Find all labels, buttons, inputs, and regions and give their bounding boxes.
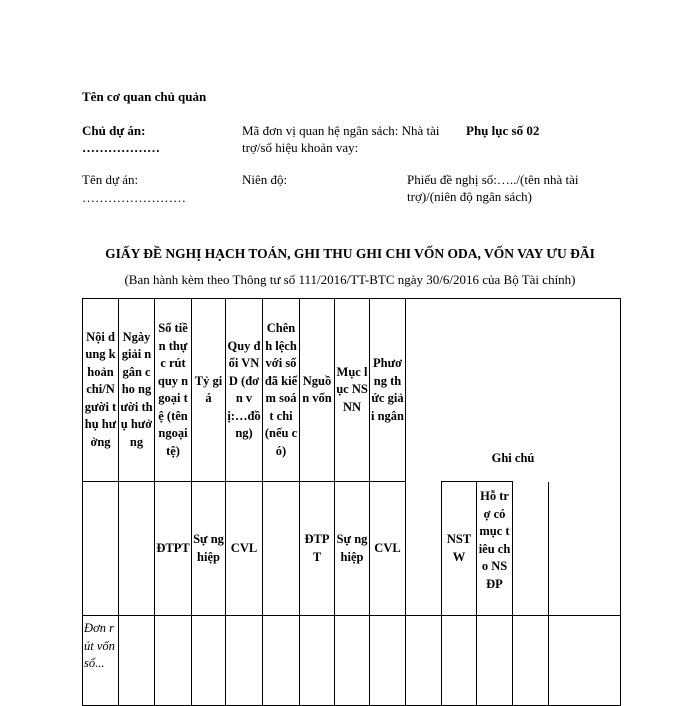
table-row xyxy=(83,616,621,706)
col-notes-header: Ghi chú xyxy=(406,299,621,482)
withdrawal-label: Đơn rút vốn số... xyxy=(83,616,119,706)
cell xyxy=(300,616,335,706)
proposal-number-line-1: Phiếu đề nghị số:…../(tên nhà tài xyxy=(407,172,579,187)
appendix-label: Phụ lục số 02 xyxy=(466,123,540,138)
sub-dtpt-2: ĐTPT xyxy=(300,482,335,616)
document-subtitle: (Ban hành kèm theo Thông tư số 111/2016/TT-BTC ngày 30/6/2016 của Bộ Tài chính) xyxy=(124,272,576,287)
cell xyxy=(442,616,477,706)
project-owner-label: Chủ dự án: xyxy=(82,123,146,138)
col-date-header: Ngày giải ngân cho người thụ hưởng xyxy=(119,299,155,482)
cell xyxy=(226,616,263,706)
cell xyxy=(263,616,300,706)
col-rate-header: Tỷ giá xyxy=(192,299,226,482)
col-beneficiary-header: Nội dung khoản chi/Người thụ hưởng xyxy=(83,299,119,482)
cell xyxy=(155,616,192,706)
cell xyxy=(192,616,226,706)
agency-name: Tên cơ quan chủ quản xyxy=(82,89,207,104)
document-title: GIẤY ĐỀ NGHỊ HẠCH TOÁN, GHI THU GHI CHI VỐN ODA, VỐN VAY ƯU ĐÃI xyxy=(105,246,595,261)
sub-nstw: NSTW xyxy=(442,482,477,616)
sub-su-nghiep-2: Sự nghiệp xyxy=(335,482,370,616)
sub-empty-6 xyxy=(549,482,621,616)
fiscal-year-label: Niên độ: xyxy=(242,172,288,187)
col-source-header: Nguồn vốn xyxy=(300,299,335,482)
sub-empty-1 xyxy=(83,482,119,616)
col-amount-header: Số tiền thực rút quy ngoại tệ (tên ngoại tệ) xyxy=(155,299,192,482)
col-diff-header: Chênh lệch với số đã kiểm soát chi (nếu có) xyxy=(263,299,300,482)
table-subheader-row xyxy=(83,482,621,616)
project-name-label: Tên dự án: xyxy=(82,172,139,187)
sub-cvl-1: CVL xyxy=(226,482,263,616)
cell xyxy=(513,616,549,706)
col-vnd-header: Quy đổi VND (đơn vị:…đồng) xyxy=(226,299,263,482)
sub-dtpt-1: ĐTPT xyxy=(155,482,192,616)
cell xyxy=(406,616,442,706)
sub-su-nghiep-1: Sự nghiệp xyxy=(192,482,226,616)
sub-empty-5 xyxy=(513,482,549,616)
project-name-dots: …………………… xyxy=(82,190,186,205)
table-header-row xyxy=(83,299,621,482)
sub-empty-3 xyxy=(263,482,300,616)
cell xyxy=(370,616,406,706)
sub-empty-2 xyxy=(119,482,155,616)
sub-support: Hỗ trợ có mục tiêu cho NSĐP xyxy=(477,482,513,616)
proposal-number-line-2: trợ)/(niên độ ngân sách) xyxy=(407,189,532,204)
cell xyxy=(549,616,621,706)
cell xyxy=(477,616,513,706)
bank-code-line-2: trợ/số hiệu khoản vay: xyxy=(242,140,359,155)
project-owner-dots: ……………… xyxy=(82,140,160,155)
sub-empty-4 xyxy=(406,482,442,616)
bank-code-line-1: Mã đơn vị quan hệ ngân sách: Nhà tài xyxy=(242,123,440,138)
col-method-header: Phương thức giải ngân xyxy=(370,299,406,482)
disbursement-table xyxy=(82,298,621,706)
col-budget-header: Mục lục NSNN xyxy=(335,299,370,482)
cell xyxy=(335,616,370,706)
sub-cvl-2: CVL xyxy=(370,482,406,616)
cell xyxy=(119,616,155,706)
